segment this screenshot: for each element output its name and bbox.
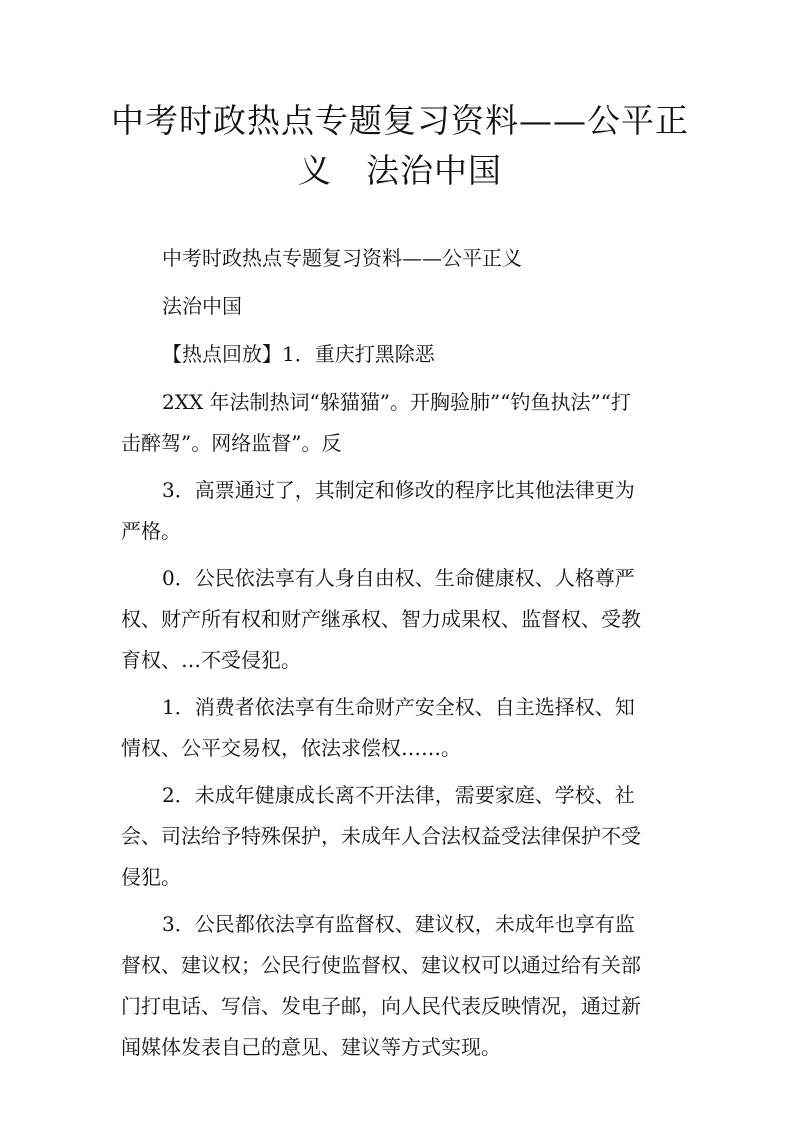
text-line: 法治中国 xyxy=(162,294,242,318)
document-title xyxy=(110,96,690,196)
paragraph xyxy=(121,470,686,552)
paragraph xyxy=(121,558,686,681)
text-line: 闻媒体发表自己的意见、建议等方式实现。 xyxy=(121,1035,501,1059)
paragraph xyxy=(121,382,686,464)
text-line: 【热点回放】1．重庆打黑除恶 xyxy=(162,342,435,366)
paragraph xyxy=(121,334,686,375)
text-line: 1．消费者依法享有生命财产安全权、自主选择权、知 xyxy=(162,695,635,719)
paragraph xyxy=(121,286,686,327)
text-line: 门打电话、写信、发电子邮，向人民代表反映情况，通过新 xyxy=(121,994,641,1018)
paragraph xyxy=(121,775,686,898)
text-line: 3．公民都依法享有监督权、建议权，未成年也享有监 xyxy=(162,912,635,936)
text-line: 督权、建议权；公民行使监督权、建议权可以通过给有关部 xyxy=(121,953,641,977)
text-line: 权、财产所有权和财产继承权、智力成果权、监督权、受教 xyxy=(121,607,641,631)
text-line: 育权、…不受侵犯。 xyxy=(121,648,301,672)
text-line: 击醉驾”。网络监督”。反 xyxy=(121,431,342,455)
document-body xyxy=(121,238,686,1068)
text-line: 中考时政热点专题复习资料——公平正义 xyxy=(162,246,522,270)
title-line: 义 法治中国 xyxy=(298,151,502,190)
text-line: 2．未成年健康成长离不开法律，需要家庭、学校、社 xyxy=(162,783,635,807)
text-line: 3．高票通过了，其制定和修改的程序比其他法律更为 xyxy=(162,478,635,502)
text-line: 会、司法给予特殊保护，未成年人合法权益受法律保护不受 xyxy=(121,824,641,848)
text-line: 情权、公平交易权，依法求偿权……。 xyxy=(121,736,461,760)
paragraph xyxy=(121,904,686,1068)
paragraph xyxy=(121,687,686,769)
text-line: 0．公民依法享有人身自由权、生命健康权、人格尊严 xyxy=(162,566,635,590)
text-line: 侵犯。 xyxy=(121,865,181,889)
text-line: 严格。 xyxy=(121,519,181,543)
text-line: 2XX 年法制热词“躲猫猫”。开胸验肺”“钓鱼执法”“打 xyxy=(162,390,631,414)
title-line: 中考时政热点专题复习资料——公平正 xyxy=(111,101,689,140)
paragraph xyxy=(121,238,686,279)
